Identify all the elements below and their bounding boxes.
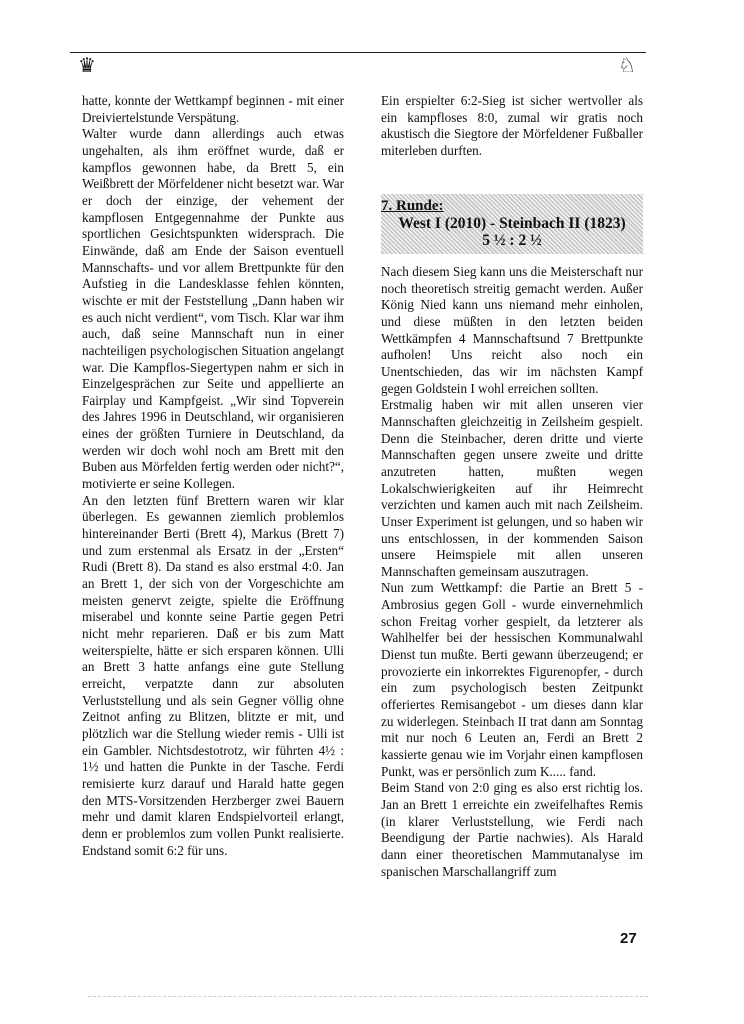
chess-queen-icon: ♛ — [78, 53, 96, 77]
left-paragraph-2: Walter wurde dann allerdings auch etwas ungehalten, als ihm eröffnet wurde, daß er kampflos gewonnen habe, da Brett 5, ein Weißbrett der Mörfeldener nicht besetzt war. War er doch der einzige, der vehement der kampflosen Entgegennahme der Punkte aus sportlichen Gesichtspunkten widersprach. Die Einwände, daß am Ende der Saison eventuell Mannschafts- und vor allem Brettpunkte für den Aufstieg in die Landesklasse fehlen könnten, wischte er mit der Feststellung „Dann haben wir es auch nicht verdient“, vom Tisch. Klar war ihm auch, daß seine Mannschaft nun in einer nachteiligen psychologischen Situation angelangt war. Die Kampflos-Siegertypen nahm er sich in Einzelgesprächen zur Seite und appellierte an Fairplay und Kampfgeist. „Wir sind Topverein des Jahres 1996 in Deutschland, wir organisieren eines der größten Turniere in Deutschland, da werden wir doch wohl noch am Brett mit den Buben aus Mörfelden fertig werden oder nicht?“, motivierte er seine Kollegen. — [82, 126, 344, 492]
header-rule — [70, 52, 646, 53]
left-column — [82, 93, 344, 859]
right-intro-paragraph: Ein erspielter 6:2-Sieg ist sicher wertvoller als ein kampfloses 8:0, zumal wir gratis noch akustisch die Siegtore der Mörfeldener Fußballer miterleben durften. — [381, 93, 643, 158]
left-paragraph-1: hatte, konnte der Wettkampf beginnen - mit einer Dreiviertelstunde Verspätung. — [82, 93, 344, 125]
round-match: West I (2010) - Steinbach II (1823) — [398, 215, 626, 232]
right-paragraph-4: Beim Stand von 2:0 ging es also erst richtig los. Jan an Brett 1 erreichte ein zweifelhaftes Remis (in klarer Verluststellung, wie Ferdi nach Beendigung der Partie nachwies). Als Harald dann einer theoretischen Mammutanalyse im spanischen Marschallangriff zum — [381, 780, 643, 879]
right-paragraph-1: Nach diesem Sieg kann uns die Meisterschaft nur noch theoretisch streitig gemacht werden. Außer König Nied kann uns niemand mehr einholen, und diese müßten in den letzten beiden Wettkämpfen 4 Mannschaftsund 7 Brettpunkte aufholen! Uns reicht also noch ein Unentschieden, das wir im nächsten Kampf gegen Goldstein I wohl erreichen sollten. — [381, 264, 643, 396]
round-label: 7. Runde: — [381, 198, 444, 214]
chess-knight-icon: ♘ — [618, 53, 636, 77]
bottom-scan-line — [88, 996, 648, 997]
right-column-intro — [381, 93, 643, 160]
round-heading-box — [381, 194, 643, 254]
right-paragraph-3: Nun zum Wettkampf: die Partie an Brett 5 - Ambrosius gegen Goll - wurde einvernehmlich schon Freitag vorher gespielt, da letzterer als Wahlhelfer bei der hessischen Kommunalwahl Dienst tun mußte. Berti gewann überzeugend; er provozierte ein inkorrektes Figurenopfer, - durch ein zum psychologisch besten Zeitpunkt offeriertes Remisangebot - um dieses dann klar zu widerlegen. Steinbach II trat dann am Sonntag mit nur noch 6 Leuten an, Ferdi an Brett 2 kassierte genau wie im Vorjahr einen kampflosen Punkt, was er persönlich zum K..... fand. — [381, 580, 643, 779]
round-score: 5 ½ : 2 ½ — [482, 232, 542, 249]
right-paragraph-2: Erstmalig haben wir mit allen unseren vier Mannschaften gleichzeitig in Zeilsheim gespielt. Denn die Steinbacher, deren dritte und vierte Mannschaften gegen unsere zweite und dritte anzutreten hatten, mußten wegen Lokalschwierigkeiten auf ihr Heimrecht verzichten und kamen auch mit nach Zeilsheim. Unser Experiment ist gelungen, und so haben wir uns entschlossen, in der kommenden Saison unsere Heimspiele mit allen unseren Mannschaften gemeinsam auszutragen. — [381, 397, 643, 579]
left-paragraph-3: An den letzten fünf Brettern waren wir klar überlegen. Es gewannen ziemlich problemlos hintereinander Berti (Brett 4), Markus (Brett 7) und zum erstenmal als Ersatz in der „Ersten“ Rudi (Brett 8). Da stand es also erstmal 4:0. Jan an Brett 1, der sich von der Vorgeschichte am meisten genervt zeigte, spielte die Eröffnung miserabel und konnte seine Partie gegen Petri nicht mehr reparieren. Daß er bis zum Matt weiterspielte, hätte er sich ersparen können. Ulli an Brett 3 hatte anfangs eine gute Stellung erreicht, verpatzte dann zur absoluten Verluststellung und als sein Gegner völlig ohne Zeitnot anfing zu Blitzen, blitzte er mit, und plötzlich war die Stellung wieder remis - Ulli ist ein Gambler. Nichtsdestotrotz, wir führten 4½ : 1½ und hatten die Punkte in der Tasche. Ferdi remisierte kurz darauf und Harald hatte gegen den MTS-Vorsitzenden Herzberger zwei Bauern mehr und damit klaren Endspielvorteil erlangt, denn er problemlos zum vollen Punkt realisierte. Endstand somit 6:2 für uns. — [82, 492, 344, 858]
right-column-body — [381, 264, 643, 880]
page-number: 27 — [620, 930, 637, 947]
